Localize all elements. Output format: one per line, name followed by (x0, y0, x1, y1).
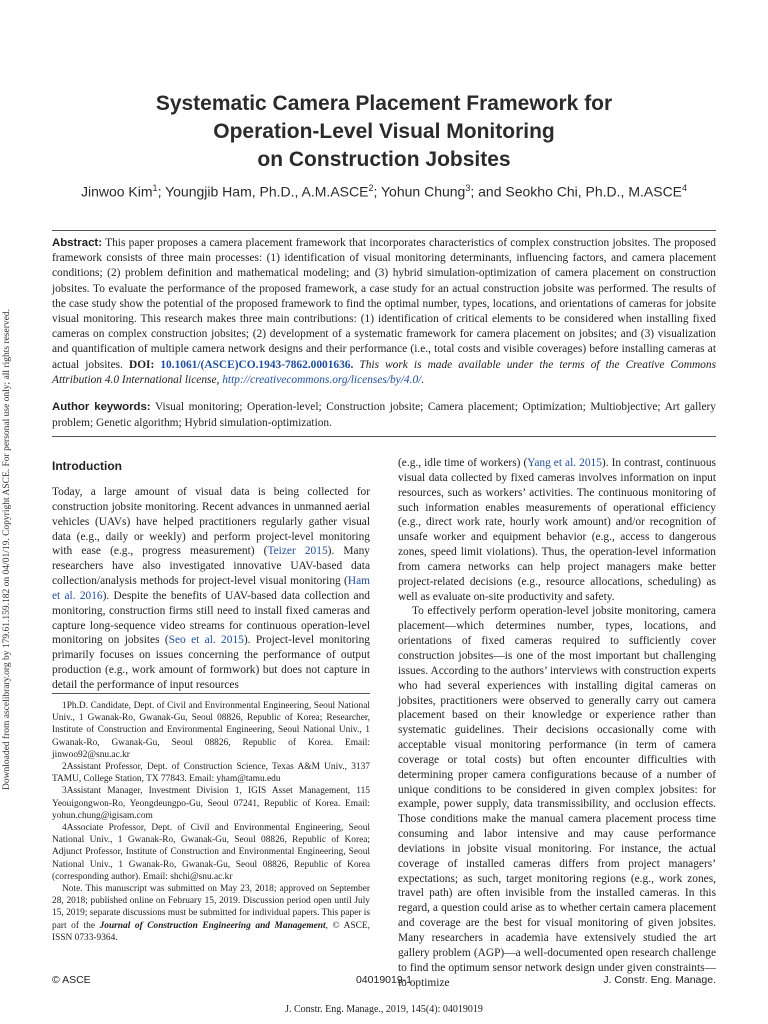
doi-link[interactable]: 10.1061/(ASCE)CO.1943-7862.0001636. (154, 358, 354, 371)
paragraph-text: (e.g., idle time of workers) ( (398, 457, 528, 469)
author-name: ; Yohun Chung (373, 183, 466, 200)
footnotes (52, 700, 370, 944)
title-line: on Construction Jobsites (257, 148, 511, 171)
journal-name: Journal of Construction Engineering and Management (99, 920, 326, 931)
section-heading: Introduction (52, 459, 122, 473)
license-end: . (421, 373, 425, 386)
page-number: 04019019-1 (355, 974, 413, 986)
keywords-label: Author keywords: (52, 401, 151, 413)
right-column (398, 456, 716, 990)
abstract-text: This paper proposes a camera placement framework that incorporates characteristics of complex construction jobsites. The proposed framework consists of three main processes: (1) identification of visual monitoring determinants, influencing factors, and camera placement conditions; (2) problem definition and mathematical modeling; and (3) hybrid simulation-optimization of camera placement on construction jobsites. To evaluate the performance of the proposed framework, a case study for an actual construction jobsite was performed. The results of the case study show the potential of the proposed framework to find the optimal number, types, locations, and orientations of cameras for jobsite visual monitoring. This research makes three main contributions: (1) identification of critical elements to be considered when installing fixed cameras on complex construction jobsites; (2) development of a systematic framework for camera placement on jobsites; and (3) visualization and quantification of multiple camera network designs and their performance (i.e., total costs and visible coverages) before installing cameras at actual jobsites. (52, 237, 716, 371)
paragraph-text: ). In contrast, continuous visual data collected by fixed cameras involves information on input resources, such as workers’ activities. The continuous monitoring of such information enables measurements of operational efficiency (e.g., direct work rate, hourly work amount) and/or recognition of unsafe worker and equipment behavior (e.g., access to dangerous zones, speed limit violations). Thus, the operation-level information from camera networks can help project managers make better project-related decisions (e.g., resource allocations, scheduling) as well as evaluate on-site productivity and safety. (398, 457, 716, 603)
paragraph-text: Today, a large amount of visual data is being collected for construction jobsite monitoring. Recent advances in unmanned aerial vehicles (UAVs) have helped practitioners regularly gather visual data (e.g., daily or weekly) and perform project-level monitoring with ease (e.g., progress measurement) ( (52, 486, 370, 558)
footnote: 3Assistant Manager, Investment Division 1, IGIS Asset Management, 115 Yeouigongwon-Ro, Yeongdeungpo-Gu, Seoul 07241, Republic of Korea. Email: yohun.chung@igisam.com (52, 786, 370, 821)
citation-link[interactable]: Seo et al. 2015 (168, 634, 244, 647)
page-citation: J. Constr. Eng. Manage., 2019, 145(4): 04019019 (285, 1004, 483, 1015)
affiliation-mark: 1 (152, 183, 158, 193)
download-notice (2, 230, 16, 790)
citation-link[interactable]: Ham et al. 2016 (52, 575, 370, 602)
citation-link[interactable]: Yang et al. 2015 (527, 457, 602, 469)
citation-link[interactable]: Teizer 2015 (267, 545, 328, 558)
note-text: Note. This manuscript was submitted on May 23, 2018; approved on September 28, 2018; published online on February 15, 2019. Discussion period open until July 15, 2019; separate discussions must be submitted for individual papers. This paper is part of the (52, 884, 371, 931)
left-column (52, 456, 370, 693)
footnote: 4Associate Professor, Dept. of Civil and Environmental Engineering, Seoul National Univ., 1 Gwanak-Ro, Gwanak-Gu, Seoul 08826, Republic of Korea; Adjunct Professor, Institute of Construction and Environmental Engineering, Seoul National Univ., 1 Gwanak-Ro, Gwanak-Gu, Seoul 08826, Republic of Korea (corresponding author). Email: shchi@snu.ac.kr (52, 823, 370, 882)
note-text: , © ASCE, ISSN 0733-9364. (52, 920, 370, 943)
paper-title (60, 90, 708, 174)
title-line: Operation-Level Visual Monitoring (213, 120, 555, 143)
doi-label: DOI: (128, 358, 155, 371)
keywords-bottom-rule (52, 436, 716, 437)
footnote: 2Assistant Professor, Dept. of Construction Science, Texas A&M Univ., 3137 TAMU, College Station, TX 77843. Email: yham@tamu.edu (52, 762, 370, 785)
affiliation-mark: 2 (368, 183, 374, 193)
author-name: ; Youngjib Ham, Ph.D., A.M.ASCE (157, 183, 369, 200)
body-paragraph (398, 456, 716, 604)
paragraph-text: ). Project-level monitoring primarily focuses on issues concerning the performance of output production (e.g., work amount of formwork) but does not capture in detail the performance of input resources (52, 634, 370, 691)
abstract-top-rule (52, 230, 716, 231)
author-name: ; and Seokho Chi, Ph.D., M.ASCE (470, 183, 683, 200)
footnote: 1Ph.D. Candidate, Dept. of Civil and Environmental Engineering, Seoul National Univ., 1 Gwanak-Ro, Gwanak-Gu, Seoul 08826, Republic of Korea; Researcher, Institute of Construction and Environmental Engineering, Seoul National Univ., 1 Gwanak-Ro, Gwanak-Gu, Seoul 08826, Republic of Korea. Email: jinwoo92@snu.ac.kr (52, 701, 370, 760)
page-footer (52, 974, 716, 990)
copyright: © ASCE (52, 974, 91, 986)
journal-abbrev: J. Constr. Eng. Manage. (603, 974, 716, 986)
license-text: This work is made available under the terms of the Creative Commons Attribution 4.0 International license, (52, 358, 717, 386)
author-name: Jinwoo Kim (80, 183, 153, 200)
author-keywords (52, 400, 716, 431)
manuscript-note (52, 883, 370, 944)
affiliation-mark: 4 (682, 183, 688, 193)
title-line: Systematic Camera Placement Framework for (155, 92, 613, 115)
abstract (52, 236, 716, 388)
keywords-text: Visual monitoring; Operation-level; Construction jobsite; Camera placement; Optimization; Multiobjective; Art gallery problem; Genetic algorithm; Hybrid simulation-optimization. (52, 401, 716, 429)
body-paragraph: To effectively perform operation-level jobsite monitoring, camera placement—which determines number, types, locations, and orientations of fixed cameras required to sufficiently cover construction jobsites—is one of the most important but challenging issues. According to the authors’ interviews with construction experts who had several experiences with installing digital cameras on jobsites, practitioners were observed to generally carry out camera placement based on their knowledge or experience rather than systematic guidelines. Their decisions occasionally come with acceptable visual monitoring performance (in term of camera coverage or total costs) but often encounter difficulties with determining proper camera configurations because of a number of unique conditions to be considered in given complex jobsites: for example, power supply, data transmissibility, and occlusion effects. Those conditions make the manual camera placement process time consuming and labor intensive and may cause performance deviations in jobsite visual monitoring. For instance, the actual coverage of installed cameras differs from project managers’ expectations; as such, target monitoring regions (e.g., work zones, travel path) are often invisible from the installed cameras. In this regard, a question could arise as to whether certain camera placement and coverage are the best for visual monitoring of given jobsites. Many researchers in academia have extensively studied the art gallery problem (AGP)—a well-documented open research challenge to find the optimum sensor network design under given constraints—to optimize (398, 605, 716, 989)
download-notice-text: Downloaded from ascelibrary.org by 179.61.159.182 on 04/01/19. Copyright ASCE. For personal use only; all rights reserved. (2, 308, 12, 790)
footnote-rule (52, 693, 370, 694)
paragraph-text: ). Despite the benefits of UAV-based data collection and monitoring, construction firms still need to install fixed cameras and capture long-sequence video streams for continuous operation-level monitoring on jobsites ( (52, 589, 371, 647)
abstract-label: Abstract: (52, 237, 103, 249)
paragraph-text: ). Many researchers have also investigated innovative UAV-based data collection/analysis methods for project-level visual monitoring ( (52, 545, 370, 588)
license-link[interactable]: http://creativecommons.org/licenses/by/4.0/ (222, 373, 422, 386)
intro-paragraph (52, 485, 370, 693)
author-list (40, 183, 728, 200)
affiliation-mark: 3 (465, 183, 471, 193)
